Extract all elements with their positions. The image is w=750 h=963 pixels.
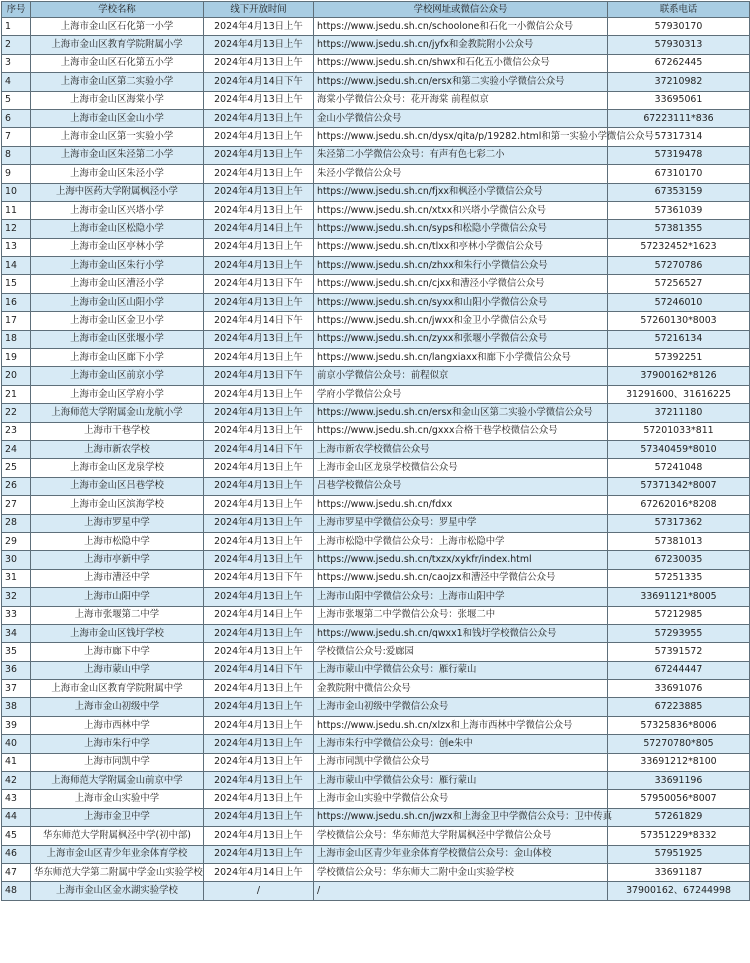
cell-school-name: 上海市同凯中学: [31, 753, 204, 771]
cell-phone: 67262445: [608, 54, 750, 72]
cell-school-name: 上海市金山区廊下小学: [31, 349, 204, 367]
cell-index: 41: [2, 753, 31, 771]
cell-index: 27: [2, 496, 31, 514]
cell-index: 38: [2, 698, 31, 716]
cell-open-time: 2024年4月13日上午: [204, 422, 314, 440]
cell-phone: 37900162*8126: [608, 367, 750, 385]
cell-open-time: 2024年4月14日上午: [204, 220, 314, 238]
table-body: [2, 18, 750, 901]
cell-index: 40: [2, 735, 31, 753]
cell-school-name: 上海市干巷学校: [31, 422, 204, 440]
cell-website-wechat: 金教院附中微信公众号: [314, 680, 608, 698]
cell-index: 22: [2, 404, 31, 422]
cell-website-wechat: 上海市蒙山中学微信公众号：雁行蒙山: [314, 661, 608, 679]
school-open-day-table: [1, 1, 750, 901]
cell-index: 16: [2, 293, 31, 311]
cell-website-wechat: 上海市山阳中学微信公众号：上海市山阳中学: [314, 588, 608, 606]
table-row: [2, 312, 750, 330]
table-row: [2, 643, 750, 661]
cell-website-wechat: 朱泾小学微信公众号: [314, 165, 608, 183]
cell-phone: 57201033*811: [608, 422, 750, 440]
cell-index: 39: [2, 716, 31, 734]
cell-open-time: 2024年4月13日上午: [204, 753, 314, 771]
table-row: [2, 569, 750, 587]
table-row: [2, 330, 750, 348]
cell-open-time: 2024年4月14日下午: [204, 312, 314, 330]
cell-index: 31: [2, 569, 31, 587]
cell-phone: 57351229*8332: [608, 827, 750, 845]
table-row: [2, 845, 750, 863]
cell-school-name: 上海市金山区朱行小学: [31, 257, 204, 275]
cell-phone: 57246010: [608, 293, 750, 311]
cell-website-wechat: https://www.jsedu.sh.cn/schoolone和石化一小微信公众号: [314, 18, 608, 36]
cell-open-time: 2024年4月13日下午: [204, 569, 314, 587]
cell-phone: 57381013: [608, 532, 750, 550]
cell-open-time: 2024年4月13日上午: [204, 496, 314, 514]
cell-open-time: 2024年4月14日下午: [204, 73, 314, 91]
table-row: [2, 698, 750, 716]
cell-school-name: 华东师范大学第二附属中学金山实验学校: [31, 863, 204, 881]
table-row: [2, 551, 750, 569]
header-phone: 联系电话: [608, 2, 750, 18]
cell-index: 8: [2, 146, 31, 164]
table-row: [2, 606, 750, 624]
table-row: [2, 514, 750, 532]
cell-school-name: 上海市金山区钱圩学校: [31, 624, 204, 642]
cell-website-wechat: https://www.jsedu.sh.cn/langxiaxx和廊下小学微信公众号: [314, 349, 608, 367]
cell-phone: 57232452*1623: [608, 238, 750, 256]
cell-school-name: 上海市罗星中学: [31, 514, 204, 532]
cell-website-wechat: https://www.jsedu.sh.cn/qwxx1和钱圩学校微信公众号: [314, 624, 608, 642]
cell-school-name: 上海市漕泾中学: [31, 569, 204, 587]
cell-school-name: 上海市朱行中学: [31, 735, 204, 753]
cell-index: 34: [2, 624, 31, 642]
cell-website-wechat: 金山小学微信公众号: [314, 109, 608, 127]
cell-phone: 37900162、67244998: [608, 882, 750, 900]
cell-phone: 57319478: [608, 146, 750, 164]
cell-index: 12: [2, 220, 31, 238]
cell-index: 46: [2, 845, 31, 863]
cell-index: 30: [2, 551, 31, 569]
cell-website-wechat: https://www.jsedu.sh.cn/dysx/qita/p/19282.html和第一实验小学微信公众号: [314, 128, 608, 146]
cell-index: 47: [2, 863, 31, 881]
cell-open-time: 2024年4月13日上午: [204, 349, 314, 367]
cell-website-wechat: 上海市蒙山中学微信公众号：雁行蒙山: [314, 772, 608, 790]
cell-school-name: 上海市廊下中学: [31, 643, 204, 661]
cell-index: 21: [2, 385, 31, 403]
cell-phone: 33695061: [608, 91, 750, 109]
cell-website-wechat: 上海市金山区青少年业余体育学校微信公众号：金山体校: [314, 845, 608, 863]
cell-index: 11: [2, 201, 31, 219]
table-row: [2, 790, 750, 808]
cell-open-time: 2024年4月13日上午: [204, 330, 314, 348]
table-row: [2, 863, 750, 881]
cell-phone: 57260130*8003: [608, 312, 750, 330]
cell-open-time: 2024年4月13日上午: [204, 238, 314, 256]
cell-index: 36: [2, 661, 31, 679]
cell-phone: 57930170: [608, 18, 750, 36]
cell-open-time: 2024年4月13日上午: [204, 36, 314, 54]
cell-website-wechat: 学府小学微信公众号: [314, 385, 608, 403]
cell-index: 5: [2, 91, 31, 109]
table-row: [2, 716, 750, 734]
cell-open-time: 2024年4月13日上午: [204, 624, 314, 642]
cell-school-name: 上海市金山区前京小学: [31, 367, 204, 385]
cell-website-wechat: https://www.jsedu.sh.cn/fdxx: [314, 496, 608, 514]
cell-open-time: 2024年4月14日下午: [204, 440, 314, 458]
cell-school-name: 上海市金山区教育学院附属中学: [31, 680, 204, 698]
table-row: [2, 827, 750, 845]
cell-phone: 57216134: [608, 330, 750, 348]
cell-index: 33: [2, 606, 31, 624]
cell-school-name: 上海市金山区海棠小学: [31, 91, 204, 109]
table-row: [2, 275, 750, 293]
cell-open-time: 2024年4月13日上午: [204, 257, 314, 275]
cell-phone: 57251335: [608, 569, 750, 587]
cell-index: 3: [2, 54, 31, 72]
table-row: [2, 661, 750, 679]
cell-open-time: 2024年4月13日上午: [204, 109, 314, 127]
cell-school-name: 上海市金山区朱泾第二小学: [31, 146, 204, 164]
table-row: [2, 422, 750, 440]
cell-school-name: 上海市金山区兴塔小学: [31, 201, 204, 219]
cell-index: 20: [2, 367, 31, 385]
cell-open-time: 2024年4月13日上午: [204, 404, 314, 422]
cell-open-time: 2024年4月13日上午: [204, 514, 314, 532]
table-row: [2, 459, 750, 477]
cell-school-name: 上海市金山实验中学: [31, 790, 204, 808]
table-row: [2, 477, 750, 495]
table-row: [2, 36, 750, 54]
cell-website-wechat: https://www.jsedu.sh.cn/jyfx和金教院附小公众号: [314, 36, 608, 54]
cell-website-wechat: 学校微信公众号:爱廊园: [314, 643, 608, 661]
cell-index: 43: [2, 790, 31, 808]
cell-index: 37: [2, 680, 31, 698]
cell-open-time: 2024年4月13日上午: [204, 91, 314, 109]
table-row: [2, 735, 750, 753]
cell-open-time: 2024年4月13日上午: [204, 827, 314, 845]
table-row: [2, 349, 750, 367]
cell-school-name: 上海市金山区石化第一小学: [31, 18, 204, 36]
cell-website-wechat: 学校微信公众号：华东师大二附中金山实验学校: [314, 863, 608, 881]
cell-phone: 67223885: [608, 698, 750, 716]
cell-phone: 57270780*805: [608, 735, 750, 753]
cell-open-time: 2024年4月13日上午: [204, 588, 314, 606]
cell-open-time: 2024年4月13日上午: [204, 808, 314, 826]
cell-open-time: 2024年4月13日上午: [204, 551, 314, 569]
cell-index: 19: [2, 349, 31, 367]
cell-phone: 57325836*8006: [608, 716, 750, 734]
cell-school-name: 上海市西林中学: [31, 716, 204, 734]
cell-phone: 33691187: [608, 863, 750, 881]
cell-website-wechat: https://www.jsedu.sh.cn/cjxx和漕泾小学微信公众号: [314, 275, 608, 293]
cell-index: 29: [2, 532, 31, 550]
cell-school-name: 上海中医药大学附属枫泾小学: [31, 183, 204, 201]
cell-website-wechat: 吕巷学校微信公众号: [314, 477, 608, 495]
table-row: [2, 201, 750, 219]
header-school-name: 学校名称: [31, 2, 204, 18]
table-row: [2, 404, 750, 422]
header-website-wechat: 学校网址或微信公众号: [314, 2, 608, 18]
cell-school-name: 上海市山阳中学: [31, 588, 204, 606]
cell-website-wechat: https://www.jsedu.sh.cn/gxxx合格干巷学校微信公众号: [314, 422, 608, 440]
cell-open-time: 2024年4月13日上午: [204, 165, 314, 183]
table-row: [2, 385, 750, 403]
cell-website-wechat: https://www.jsedu.sh.cn/txzx/xykfr/index.html: [314, 551, 608, 569]
cell-index: 14: [2, 257, 31, 275]
cell-phone: 57270786: [608, 257, 750, 275]
cell-index: 9: [2, 165, 31, 183]
cell-open-time: /: [204, 882, 314, 900]
cell-phone: 57293955: [608, 624, 750, 642]
cell-school-name: 华东师范大学附属枫泾中学(初中部): [31, 827, 204, 845]
cell-website-wechat: 上海市金山初级中学微信公众号: [314, 698, 608, 716]
cell-phone: 57317314: [608, 128, 750, 146]
cell-phone: 33691121*8005: [608, 588, 750, 606]
cell-phone: 67230035: [608, 551, 750, 569]
cell-phone: 57371342*8007: [608, 477, 750, 495]
cell-school-name: 上海市金山区第二实验小学: [31, 73, 204, 91]
cell-website-wechat: https://www.jsedu.sh.cn/fjxx和枫泾小学微信公众号: [314, 183, 608, 201]
cell-phone: 37210982: [608, 73, 750, 91]
cell-website-wechat: 前京小学微信公众号：前程似京: [314, 367, 608, 385]
cell-index: 28: [2, 514, 31, 532]
cell-school-name: 上海市金山区张堰小学: [31, 330, 204, 348]
table-row: [2, 532, 750, 550]
cell-website-wechat: https://www.jsedu.sh.cn/xlzx和上海市西林中学微信公众号: [314, 716, 608, 734]
cell-index: 6: [2, 109, 31, 127]
table-row: [2, 18, 750, 36]
cell-school-name: 上海市金山区松隐小学: [31, 220, 204, 238]
cell-phone: 57930313: [608, 36, 750, 54]
cell-school-name: 上海市金山区金山小学: [31, 109, 204, 127]
cell-website-wechat: 上海市朱行中学微信公众号：创e朱中: [314, 735, 608, 753]
cell-open-time: 2024年4月13日上午: [204, 680, 314, 698]
cell-school-name: 上海市新农学校: [31, 440, 204, 458]
table-row: [2, 808, 750, 826]
table-row: [2, 440, 750, 458]
cell-school-name: 上海市金山区朱泾小学: [31, 165, 204, 183]
table-row: [2, 680, 750, 698]
cell-phone: 67223111*836: [608, 109, 750, 127]
cell-index: 44: [2, 808, 31, 826]
cell-open-time: 2024年4月13日上午: [204, 698, 314, 716]
cell-phone: 57950056*8007: [608, 790, 750, 808]
cell-index: 18: [2, 330, 31, 348]
cell-open-time: 2024年4月13日上午: [204, 735, 314, 753]
cell-school-name: 上海市张堰第二中学: [31, 606, 204, 624]
cell-open-time: 2024年4月13日上午: [204, 54, 314, 72]
cell-school-name: 上海市金山区漕泾小学: [31, 275, 204, 293]
cell-open-time: 2024年4月13日上午: [204, 385, 314, 403]
table-row: [2, 220, 750, 238]
cell-phone: 57391572: [608, 643, 750, 661]
cell-website-wechat: 朱泾第二小学微信公众号：有声有色七彩二小: [314, 146, 608, 164]
cell-index: 25: [2, 459, 31, 477]
cell-index: 42: [2, 772, 31, 790]
table-row: [2, 588, 750, 606]
cell-index: 48: [2, 882, 31, 900]
cell-website-wechat: 上海市罗星中学微信公众号：罗星中学: [314, 514, 608, 532]
cell-website-wechat: 海棠小学微信公众号：花开海棠 前程似京: [314, 91, 608, 109]
cell-open-time: 2024年4月13日上午: [204, 293, 314, 311]
cell-school-name: 上海市金山区滨海学校: [31, 496, 204, 514]
cell-index: 17: [2, 312, 31, 330]
cell-open-time: 2024年4月13日上午: [204, 845, 314, 863]
cell-website-wechat: https://www.jsedu.sh.cn/xtxx和兴塔小学微信公众号: [314, 201, 608, 219]
cell-index: 4: [2, 73, 31, 91]
cell-school-name: 上海市金山区石化第五小学: [31, 54, 204, 72]
cell-website-wechat: https://www.jsedu.sh.cn/caojzx和漕泾中学微信公众号: [314, 569, 608, 587]
cell-website-wechat: 学校微信公众号：华东师范大学附属枫泾中学微信公众号: [314, 827, 608, 845]
cell-phone: 67310170: [608, 165, 750, 183]
cell-open-time: 2024年4月13日上午: [204, 459, 314, 477]
table-row: [2, 146, 750, 164]
cell-index: 26: [2, 477, 31, 495]
cell-open-time: 2024年4月13日上午: [204, 201, 314, 219]
table-row: [2, 367, 750, 385]
cell-phone: 33691196: [608, 772, 750, 790]
cell-phone: 31291600、31616225: [608, 385, 750, 403]
cell-open-time: 2024年4月13日上午: [204, 532, 314, 550]
header-open-time: 线下开放时间: [204, 2, 314, 18]
cell-phone: 57381355: [608, 220, 750, 238]
cell-school-name: 上海市金卫中学: [31, 808, 204, 826]
cell-website-wechat: https://www.jsedu.sh.cn/jwxx和金卫小学微信公众号: [314, 312, 608, 330]
table-row: [2, 128, 750, 146]
cell-school-name: 上海市金山区教育学院附属小学: [31, 36, 204, 54]
cell-open-time: 2024年4月13日上午: [204, 128, 314, 146]
cell-school-name: 上海市金山区吕巷学校: [31, 477, 204, 495]
table-row: [2, 238, 750, 256]
table-row: [2, 772, 750, 790]
cell-phone: 67244447: [608, 661, 750, 679]
cell-website-wechat: https://www.jsedu.sh.cn/jwzx和上海金卫中学微信公众号：卫中传真: [314, 808, 608, 826]
cell-phone: 33691212*8100: [608, 753, 750, 771]
cell-school-name: 上海市金山区金水湖实验学校: [31, 882, 204, 900]
cell-open-time: 2024年4月13日上午: [204, 477, 314, 495]
cell-school-name: 上海市金山区青少年业余体育学校: [31, 845, 204, 863]
cell-open-time: 2024年4月13日上午: [204, 716, 314, 734]
cell-phone: 57212985: [608, 606, 750, 624]
cell-phone: 67262016*8208: [608, 496, 750, 514]
cell-school-name: 上海市金山区金卫小学: [31, 312, 204, 330]
cell-index: 35: [2, 643, 31, 661]
table-header-row: [2, 2, 750, 18]
cell-website-wechat: 上海市金山区龙泉学校微信公众号: [314, 459, 608, 477]
cell-index: 2: [2, 36, 31, 54]
cell-open-time: 2024年4月14日上午: [204, 863, 314, 881]
cell-school-name: 上海师范大学附属金山龙航小学: [31, 404, 204, 422]
cell-index: 45: [2, 827, 31, 845]
cell-website-wechat: https://www.jsedu.sh.cn/syxx和山阳小学微信公众号: [314, 293, 608, 311]
table-row: [2, 624, 750, 642]
cell-school-name: 上海市金山区山阳小学: [31, 293, 204, 311]
table-row: [2, 293, 750, 311]
cell-website-wechat: 上海市松隐中学微信公众号：上海市松隐中学: [314, 532, 608, 550]
cell-website-wechat: https://www.jsedu.sh.cn/shwx和石化五小微信公众号: [314, 54, 608, 72]
cell-school-name: 上海市金山区学府小学: [31, 385, 204, 403]
cell-website-wechat: /: [314, 882, 608, 900]
cell-phone: 57256527: [608, 275, 750, 293]
cell-open-time: 2024年4月13日下午: [204, 367, 314, 385]
cell-index: 24: [2, 440, 31, 458]
cell-school-name: 上海市金山区亭林小学: [31, 238, 204, 256]
cell-index: 32: [2, 588, 31, 606]
cell-open-time: 2024年4月14日上午: [204, 606, 314, 624]
header-index: 序号: [2, 2, 31, 18]
table-row: [2, 882, 750, 900]
cell-index: 1: [2, 18, 31, 36]
cell-school-name: 上海市金山区第一实验小学: [31, 128, 204, 146]
cell-open-time: 2024年4月13日上午: [204, 643, 314, 661]
cell-website-wechat: 上海市张堰第二中学微信公众号：张堰二中: [314, 606, 608, 624]
table-row: [2, 257, 750, 275]
table-row: [2, 496, 750, 514]
cell-website-wechat: https://www.jsedu.sh.cn/zyxx和张堰小学微信公众号: [314, 330, 608, 348]
table-row: [2, 753, 750, 771]
cell-open-time: 2024年4月13日上午: [204, 790, 314, 808]
cell-school-name: 上海市蒙山中学: [31, 661, 204, 679]
cell-website-wechat: https://www.jsedu.sh.cn/zhxx和朱行小学微信公众号: [314, 257, 608, 275]
table-row: [2, 91, 750, 109]
cell-phone: 33691076: [608, 680, 750, 698]
cell-website-wechat: https://www.jsedu.sh.cn/syps和松隐小学微信公众号: [314, 220, 608, 238]
cell-open-time: 2024年4月14日下午: [204, 661, 314, 679]
cell-phone: 57340459*8010: [608, 440, 750, 458]
cell-website-wechat: 上海市同凯中学微信公众号: [314, 753, 608, 771]
cell-phone: 57241048: [608, 459, 750, 477]
table-row: [2, 183, 750, 201]
cell-open-time: 2024年4月13日上午: [204, 18, 314, 36]
table-row: [2, 165, 750, 183]
cell-school-name: 上海市金山区龙泉学校: [31, 459, 204, 477]
cell-open-time: 2024年4月13日下午: [204, 275, 314, 293]
cell-school-name: 上海市金山初级中学: [31, 698, 204, 716]
cell-phone: 57261829: [608, 808, 750, 826]
cell-school-name: 上海市松隐中学: [31, 532, 204, 550]
cell-index: 15: [2, 275, 31, 293]
cell-website-wechat: https://www.jsedu.sh.cn/ersx和第二实验小学微信公众号: [314, 73, 608, 91]
cell-phone: 37211180: [608, 404, 750, 422]
cell-index: 13: [2, 238, 31, 256]
cell-phone: 57392251: [608, 349, 750, 367]
cell-phone: 57361039: [608, 201, 750, 219]
cell-school-name: 上海市亭新中学: [31, 551, 204, 569]
cell-open-time: 2024年4月13日上午: [204, 146, 314, 164]
cell-index: 7: [2, 128, 31, 146]
cell-website-wechat: 上海市金山实验中学微信公众号: [314, 790, 608, 808]
table-row: [2, 73, 750, 91]
cell-phone: 67353159: [608, 183, 750, 201]
cell-index: 23: [2, 422, 31, 440]
cell-school-name: 上海师范大学附属金山前京中学: [31, 772, 204, 790]
cell-phone: 57951925: [608, 845, 750, 863]
cell-open-time: 2024年4月13日上午: [204, 183, 314, 201]
cell-phone: 57317362: [608, 514, 750, 532]
cell-website-wechat: https://www.jsedu.sh.cn/tlxx和亭林小学微信公众号: [314, 238, 608, 256]
cell-website-wechat: 上海市新农学校微信公众号: [314, 440, 608, 458]
cell-open-time: 2024年4月13日上午: [204, 772, 314, 790]
cell-index: 10: [2, 183, 31, 201]
cell-website-wechat: https://www.jsedu.sh.cn/ersx和金山区第二实验小学微信公众号: [314, 404, 608, 422]
table-row: [2, 109, 750, 127]
table-row: [2, 54, 750, 72]
